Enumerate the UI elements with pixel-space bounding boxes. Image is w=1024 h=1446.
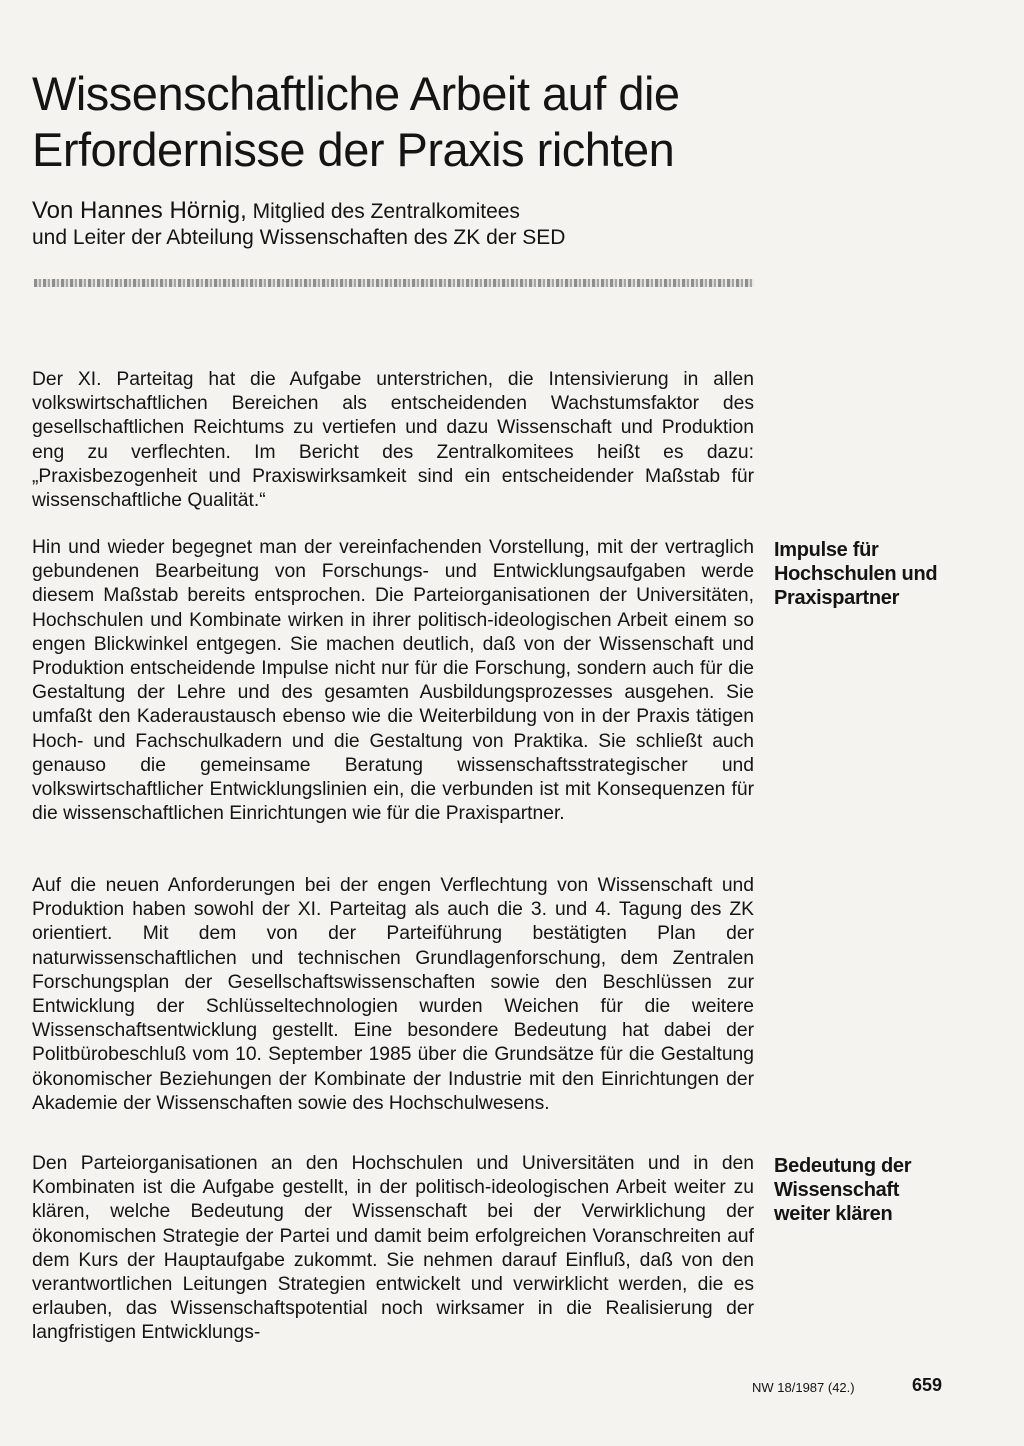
byline-role-1: Mitglied des Zentralkomitees: [252, 200, 520, 223]
paragraph-4: Den Parteiorganisationen an den Hochschulen und Universitäten und in den Kombinaten ist die Aufgabe gestellt, in der politisch-ideologischen Arbeit weiter zu klären, welche Bedeutung der Wissenschaft bei der Verwirklichung der ökonomischen Strategie der Partei und damit beim erfolgreichen Voranschreiten auf dem Kurs der Hauptaufgabe zukommt. Sie nehmen darauf Einfluß, daß von den verantwortlichen Leitungen Strategien entwickelt und verwirklicht werden, die es erlauben, das Wissenschaftspotential noch wirksamer in die Realisierung der langfristigen Entwicklungs-: [32, 1153, 754, 1344]
title-divider: [34, 279, 754, 287]
author-name: Von Hannes Hörnig,: [32, 197, 247, 224]
title-line-1: Wissenschaftliche Arbeit auf die: [32, 67, 680, 120]
article-title: [32, 66, 852, 178]
margin-note-bedeutung: Bedeutung der Wissenschaft weiter klären: [774, 1155, 912, 1225]
byline-role-2: und Leiter der Abteilung Wissenschaften des ZK der SED: [32, 226, 566, 249]
margin-note-impulse: Impulse für Hochschulen und Praxispartner: [774, 539, 938, 609]
page-number: 659: [912, 1375, 943, 1395]
title-line-2: Erfordernisse der Praxis richten: [32, 123, 675, 176]
byline: [32, 198, 832, 251]
paragraph-2: Hin und wieder begegnet man der vereinfachenden Vorstellung, mit der vertraglich gebundenen Bearbeitung von Forschungs- und Entwicklungsaufgaben werde diesem Maßstab bereits entsprochen. Die Parteiorganisationen der Universitäten, Hochschulen und Kombinate wirken in ihrer politisch-ideologischen Arbeit einem so engen Blickwinkel entgegen. Sie machen deutlich, daß von der Wissenschaft und Produktion entscheidende Impulse nicht nur für die Forschung, sondern auch für die Gestaltung der Lehre und des gesamten Ausbildungsprozesses ausgehen. Sie umfaßt den Kaderaustausch ebenso wie die Weiterbildung von in der Praxis tätigen Hoch- und Fachschulkadern und die Gestaltung von Praktika. Sie schließt auch genauso die gemeinsame Beratung wissenschaftsstrategischer und volkswirtschaftlicher Entwicklungslinien ein, die verbunden ist mit Konsequenzen für die wissenschaftlichen Einrichtungen wie für die Praxispartner.: [32, 537, 754, 825]
paragraph-3: Auf die neuen Anforderungen bei der engen Verflechtung von Wissenschaft und Produktion haben sowohl der XI. Parteitag als auch die 3. und 4. Tagung des ZK orientiert. Mit dem von der Parteiführung bestätigten Plan der naturwissenschaftlichen und technischen Grundlagenforschung, dem Zentralen Forschungsplan der Gesellschaftswissenschaften sowie den Beschlüssen zur Entwicklung der Schlüsseltechnologien wurden Weichen für die weitere Wissenschaftsentwicklung gestellt. Eine besondere Bedeutung hat dabei der Politbürobeschluß vom 10. September 1985 über die Grundsätze für die Gestaltung ökonomischer Beziehungen der Kombinate der Industrie mit den Einrichtungen der Akademie der Wissenschaften sowie des Hochschulwesens.: [32, 875, 754, 1114]
paragraph-1: Der XI. Parteitag hat die Aufgabe unterstrichen, die Intensivierung in allen volkswirtschaftlichen Bereichen als entscheidenden Wachstumsfaktor des gesellschaftlichen Reichtums zu vertiefen und dazu Wissenschaft und Produktion eng zu verflechten. Im Bericht des Zentralkomitees heißt es dazu: „Praxisbezogenheit und Praxiswirksamkeit sind ein entscheidender Maßstab für wissenschaftliche Qualität.“: [32, 369, 754, 512]
issue-reference: NW 18/1987 (42.): [752, 1380, 855, 1395]
